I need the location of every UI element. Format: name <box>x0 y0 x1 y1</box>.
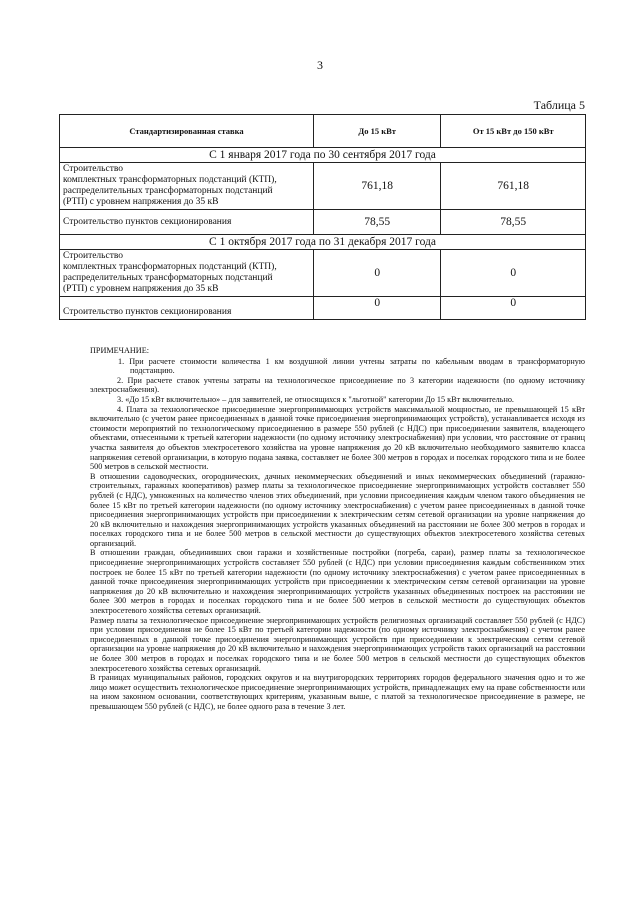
table-caption: Таблица 5 <box>533 98 585 112</box>
note-2: 2. При расчете ставок учтены затраты на технологическое присоединение по 3 категории надежности (по одному источнику электроснабжения). <box>90 375 585 395</box>
table-row <box>60 163 586 210</box>
note-paragraph: В границах муниципальных районов, городских округов и на внутригородских территориях городов федерального значения одно и то же лицо может осуществить технологическое присоединение энергопринимающих устройств, принадлежащих ему на праве собственности или на ином законном основании, соответствующих критериям, указанным выше, с платой за технологическое присоединение в размере, не превышающем 550 рублей (с НДС), не более одного раза в течение 3 лет. <box>90 673 585 711</box>
row-value-up-to-15: 78,55 <box>313 210 440 235</box>
row-value-15-150: 0 <box>441 297 586 320</box>
page-number: 3 <box>317 58 323 72</box>
row-value-up-to-15: 0 <box>313 297 440 320</box>
period-row <box>60 148 586 163</box>
table-row <box>60 210 586 235</box>
row-label: Строительство пунктов секционирования <box>60 210 314 235</box>
note-paragraph: В отношении садоводческих, огороднических, дачных некоммерческих объединений и иных некоммерческих объединений (гаражно-строительных, гаражных кооперативов) размер платы за технологическое присоединение энергопринимающих устройств составляет 550 рублей (с НДС), умноженных на количество членов этих объединений, при условии присоединения каждым членом такого объединения не более 15 кВт по третьей категории надежности (по одному источнику электроснабжения) с учетом ранее присоединенных в данной точке присоединения энергопринимающих устройств при присоединении к электрическим сетям сетевой организации на уровне напряжения до 20 кВ включительно и нахождения энергопринимающих устройств указанных объединений на расстоянии не более 300 метров в городах и поселках городского типа и не более 500 метров в сельской местности до существующих объектов электросетевого хозяйства сетевых организаций. <box>90 471 585 548</box>
rates-table <box>59 114 586 320</box>
period-2: С 1 октября 2017 года по 31 декабря 2017 года <box>60 235 586 250</box>
header-up-to-15kw: До 15 кВт <box>313 115 440 148</box>
note-4: 4. Плата за технологическое присоединение энергопринимающих устройств максимальной мощностью, не превышающей 15 кВт включительно (с учетом ранее присоединенных в данной точке присоединения энергопринимающих устройств), устанавливается исходя из стоимости мероприятий по технологическому присоединению в размере 550 рублей (с НДС) при присоединении заявителя, владеющего объектами, отнесенными к третьей категории надежности (по одному источнику электроснабжения) при условии, что расстояние от границ участка заявителя до объектов электросетевого хозяйства на уровне напряжения до 20 кВ включительно необходимого заявителю класса напряжения сетевой организации, в которую подана заявка, составляет не более 300 метров в городах и поселках городского типа и не более 500 метров в сельской местности. <box>90 404 585 472</box>
row-label: Строительство комплектных трансформаторных подстанций (КТП), распределительных трансформаторных подстанций (РТП) с уровнем напряжения до 35 кВ <box>60 163 314 210</box>
row-label: Строительство комплектных трансформаторных подстанций (КТП), распределительных трансформаторных подстанций (РТП) с уровнем напряжения до 35 кВ <box>60 250 314 297</box>
header-15-to-150kw: От 15 кВт до 150 кВт <box>441 115 586 148</box>
note-1: 1. При расчете стоимости количества 1 км воздушной линии учтены затраты по кабельным вводам в трансформаторную подстанцию. <box>118 356 585 376</box>
notes-heading: ПРИМЕЧАНИЕ: <box>90 346 149 355</box>
row-value-up-to-15: 0 <box>313 250 440 297</box>
note-paragraph: Размер платы за технологическое присоединение энергопринимающих устройств религиозных организаций составляет 550 рублей (с НДС) при условии присоединения не более 15 кВт по третьей категории надежности (по одному источнику электроснабжения) с учетом ранее присоединенных в данной точке присоединения энергопринимающих устройств при присоединении к электрическим сетям сетевой организации на уровне напряжения до 20 кВ включительно и нахождения энергопринимающих устройств таких организаций на расстоянии не более 300 метров в городах и поселках городского типа и не более 500 метров в сельской местности до существующих объектов электросетевого хозяйства сетевых организаций. <box>90 615 585 673</box>
row-value-15-150: 761,18 <box>441 163 586 210</box>
table-row <box>60 297 586 320</box>
header-rate: Стандартизированная ставка <box>60 115 314 148</box>
note-paragraph: В отношении граждан, объединивших свои гаражи и хозяйственные постройки (погреба, сараи), размер платы за технологическое присоединение энергопринимающих устройств составляет 550 рублей (с НДС) при условии присоединения каждым собственником этих построек не более 15 кВт по третьей категории надежности (по одному источнику электроснабжения) с учетом ранее присоединенных в данной точке присоединения энергопринимающих устройств при присоединении к электрическим сетям сетевой организации на уровне напряжения до 20 кВ включительно и нахождения энергопринимающих устройств указанных объединенных построек на расстоянии не более 300 метров в городах и поселках городского типа и не более 500 метров в сельской местности до существующих объектов электросетевого хозяйства сетевых организаций. <box>90 548 585 616</box>
row-value-15-150: 78,55 <box>441 210 586 235</box>
period-1: С 1 января 2017 года по 30 сентября 2017 года <box>60 148 586 163</box>
table-header-row <box>60 115 586 148</box>
table-row <box>60 250 586 297</box>
note-3: 3. «До 15 кВт включительно» – для заявителей, не относящихся к "льготной" категории До 15 кВт включительно. <box>117 394 514 404</box>
period-row <box>60 235 586 250</box>
row-label: Строительство пунктов секционирования <box>60 297 314 320</box>
row-value-15-150: 0 <box>441 250 586 297</box>
notes-section <box>90 346 585 712</box>
row-value-up-to-15: 761,18 <box>313 163 440 210</box>
